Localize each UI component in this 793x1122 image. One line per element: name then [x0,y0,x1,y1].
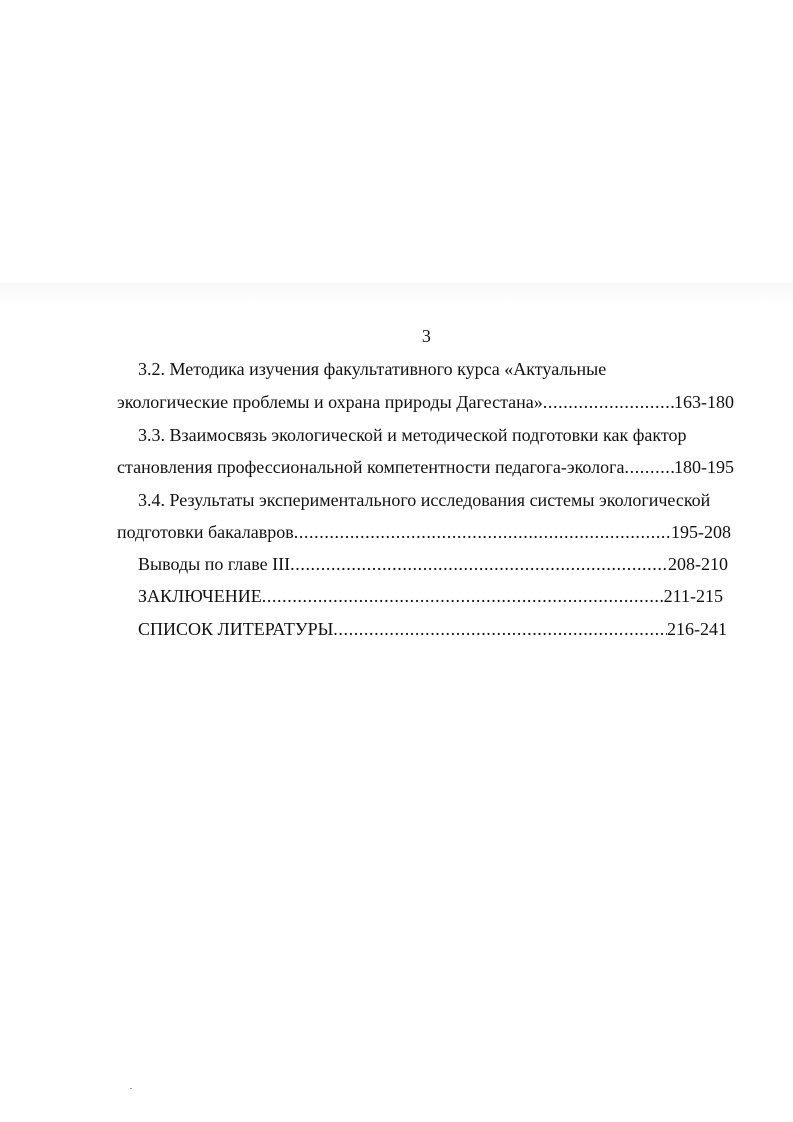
toc-entry-3-3-title: 3.3. Взаимосвязь экологической и методической подготовки как фактор [138,425,687,445]
scan-speck [130,1088,132,1089]
toc-entry-3-4-pages: 195-208 [671,522,731,542]
toc-entry-references [138,618,727,640]
toc-entry-3-4-title: 3.4. Результаты экспериментального исследования системы экологической [138,490,711,510]
toc-entry-3-4-continuation [117,521,731,543]
toc-entry-conclusion-pages: 211-215 [663,586,723,606]
toc-entry-3-2-pages: 163-180 [674,392,734,412]
dot-leader [333,618,667,640]
toc-entry-references-pages: 216-241 [667,619,727,639]
toc-entry-conclusion [138,585,723,607]
dot-leader [625,456,675,478]
toc-entry-3-4-text: подготовки бакалавров [117,522,294,542]
toc-entry-references-text: СПИСОК ЛИТЕРАТУРЫ [138,619,334,639]
dot-leader [262,585,664,607]
toc-entry-chapter-conclusions [138,553,728,575]
toc-entry-chapter-conclusions-pages: 208-210 [668,554,728,574]
dot-leader [294,521,671,543]
dot-leader [543,391,674,413]
toc-entry-3-3-text: становления профессиональной компетентности педагога-эколога [117,457,625,477]
toc-entry-3-2-continuation [117,391,734,413]
toc-entry-3-3-continuation [117,456,734,478]
toc-entry-chapter-conclusions-text: Выводы по главе III [138,554,291,574]
page-number: 3 [421,326,432,346]
toc-entry-3-2-text: экологические проблемы и охрана природы Дагестана» [117,392,543,412]
toc-entry-3-2-title: 3.2. Методика изучения факультативного курса «Актуальные [138,359,607,379]
toc-entry-conclusion-text: ЗАКЛЮЧЕНИЕ [138,586,262,606]
dot-leader [290,553,668,575]
toc-entry-3-3-pages: 180-195 [674,457,734,477]
